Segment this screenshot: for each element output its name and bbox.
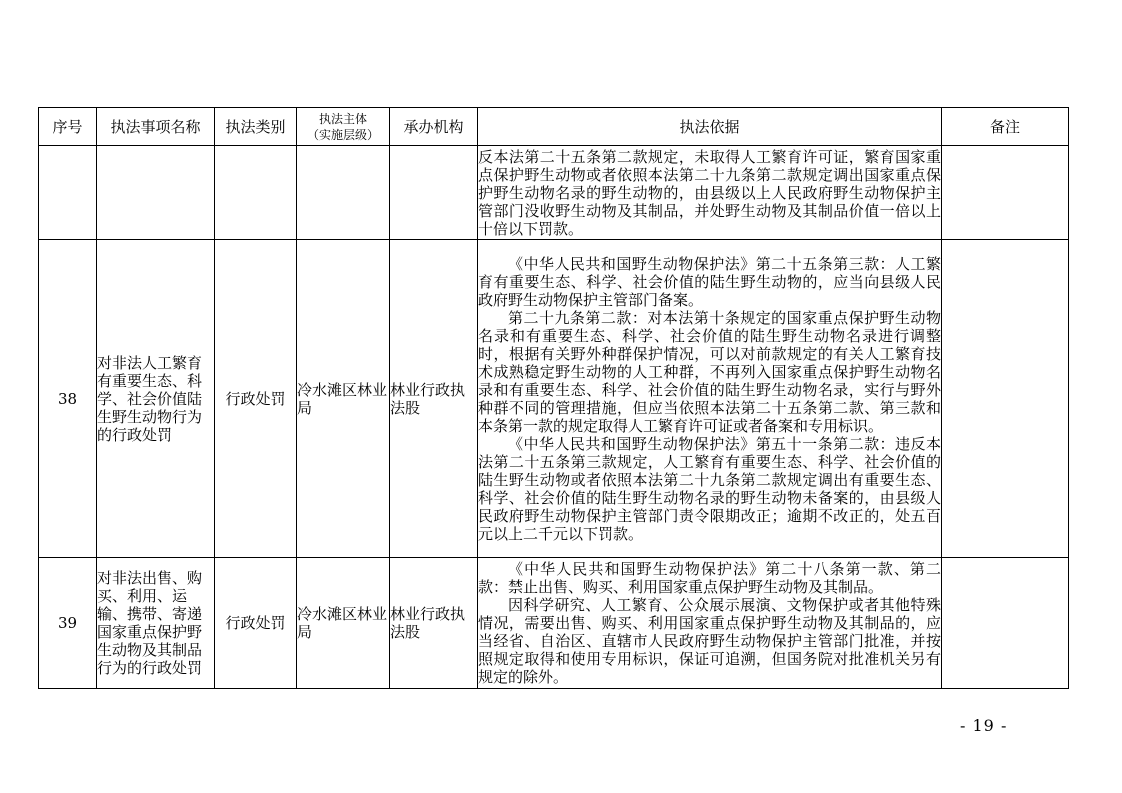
row-subject	[297, 146, 390, 240]
header-subject-line2: （实施层级）	[306, 127, 379, 142]
row-category: 行政处罚	[215, 558, 297, 689]
header-item-name: 执法事项名称	[97, 108, 215, 146]
row-remark	[942, 240, 1069, 558]
row-subject: 冷水滩区林业局	[297, 558, 390, 689]
row-remark	[942, 558, 1069, 689]
table-header-row	[39, 108, 1069, 146]
row-seq: 39	[39, 558, 97, 689]
header-category: 执法类别	[215, 108, 297, 146]
header-remark: 备注	[942, 108, 1069, 146]
header-seq: 序号	[39, 108, 97, 146]
row-item-name: 对非法人工繁育有重要生态、科学、社会价值陆生野生动物行为的行政处罚	[97, 240, 215, 558]
row-subject: 冷水滩区林业局	[297, 240, 390, 558]
header-subject	[297, 108, 390, 146]
page-number: - 19 -	[960, 716, 1008, 735]
row-remark	[942, 146, 1069, 240]
row-agency: 林业行政执法股	[390, 558, 478, 689]
row-category: 行政处罚	[215, 240, 297, 558]
row-basis	[478, 558, 942, 689]
row-agency	[390, 146, 478, 240]
basis-paragraph: 第二十九条第二款：对本法第十条规定的国家重点保护野生动物名录和有重要生态、科学、社会价值的陆生野生动物名录进行调整时，根据有关野外种群保护情况，可以对前款规定的有关人工繁育技术成熟稳定野生动物的人工种群，不再列入国家重点保护野生动物名录和有重要生态、科学、社会价值的陆生野生动物名录，实行与野外种群不同的管理措施，但应当依照本法第二十五条第二款、第三款和本条第一款的规定取得人工繁育许可证或者备案和专用标识。	[478, 308, 941, 435]
header-basis: 执法依据	[478, 108, 942, 146]
basis-paragraph: 《中华人民共和国野生动物保护法》第五十一条第二款：违反本法第二十五条第三款规定，人工繁育有重要生态、科学、社会价值的陆生野生动物或者依照本法第二十九条第二款规定调出有重要生态、科学、社会价值的陆生野生动物名录的野生动物未备案的，由县级人民政府野生动物保护主管部门责令限期改正；逾期不改正的，处五百元以上二千元以下罚款。	[478, 434, 941, 543]
header-subject-line1: 执法主体	[318, 111, 367, 126]
row-category	[215, 146, 297, 240]
table-row	[39, 146, 1069, 240]
row-seq: 38	[39, 240, 97, 558]
row-basis	[478, 240, 942, 558]
row-basis	[478, 146, 942, 240]
table-row	[39, 240, 1069, 558]
row-seq	[39, 146, 97, 240]
basis-paragraph: 《中华人民共和国野生动物保护法》第二十八条第一款、第二款：禁止出售、购买、利用国家重点保护野生动物及其制品。	[478, 560, 941, 596]
header-agency: 承办机构	[390, 108, 478, 146]
enforcement-items-table	[38, 107, 1069, 689]
basis-paragraph: 《中华人民共和国野生动物保护法》第二十五条第三款：人工繁育有重要生态、科学、社会价值的陆生野生动物的，应当向县级人民政府野生动物保护主管部门备案。	[478, 254, 941, 309]
row-item-name: 对非法出售、购买、利用、运输、携带、寄递国家重点保护野生动物及其制品行为的行政处罚	[97, 558, 215, 689]
basis-paragraph: 因科学研究、人工繁育、公众展示展演、文物保护或者其他特殊情况，需要出售、购买、利用国家重点保护野生动物及其制品的，应当经省、自治区、直辖市人民政府野生动物保护主管部门批准，并按照规定取得和使用专用标识，保证可追溯，但国务院对批准机关另有规定的除外。	[478, 596, 941, 686]
row-item-name	[97, 146, 215, 240]
basis-paragraph: 反本法第二十五条第二款规定，未取得人工繁育许可证，繁育国家重点保护野生动物或者依照本法第二十九条第二款规定调出国家重点保护野生动物名录的野生动物的，由县级以上人民政府野生动物保护主管部门没收野生动物及其制品，并处野生动物及其制品价值一倍以上十倍以下罚款。	[478, 147, 941, 238]
table-row	[39, 558, 1069, 689]
row-agency: 林业行政执法股	[390, 240, 478, 558]
